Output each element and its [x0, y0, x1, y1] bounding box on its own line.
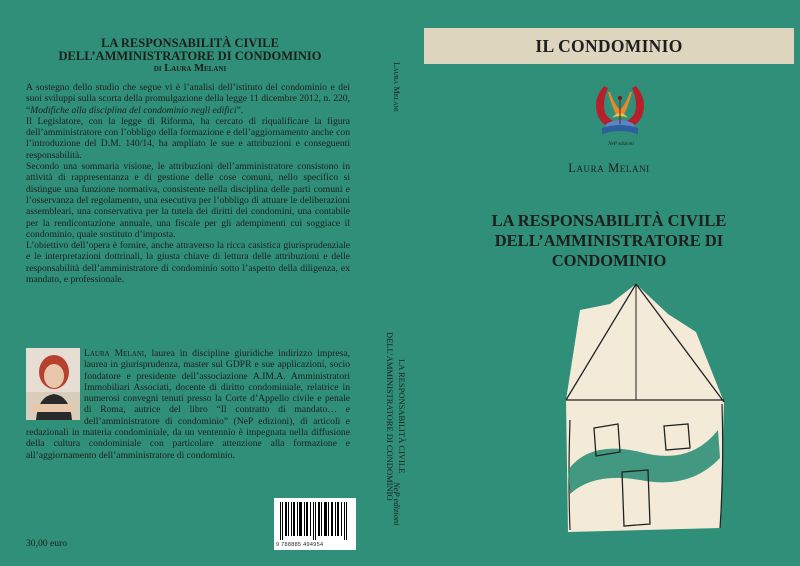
front-title-line2: DELL’AMMINISTRATORE DI	[494, 231, 724, 250]
blurb-law-title: Modifiche alla disciplina del condominio negli edifici	[30, 104, 237, 116]
house-illustration	[540, 280, 736, 540]
isbn-barcode	[274, 498, 356, 550]
front-author: Laura Melani	[568, 161, 650, 175]
price: 30,00 euro	[26, 538, 68, 549]
blurb-paragraph-3: Secondo una sommaria visione, le attribuzioni dell’amministratore consistono in attività di rappresentanza e di gestione delle cose comuni, nello specifico si distingue una funzione normativa, consistente nella disciplina delle parti comuni e l’osservanza del regolamento, una esecutiva per l’obbligo di attuare le deliberazioni assembleari, una conservativa per la tutela dei diritti dei condomini, una contabile per la rendicontazione annuale, una fiscale per gli adempimenti cui soggiace il condominio, quale sostituto d’imposta.	[26, 161, 350, 240]
bio-text: , laurea in discipline giuridiche indirizzo impresa, laurea in giurisprudenza, master sul GDPR e sue applicazioni, socio fondatore e presidente dell’associazione A.IM.A. Amministratori Immobiliari Associati, docente di diritto condominiale, relatrice in numerosi convegni tenuti presso la Corte d’Appello civile e penale di Roma, autrice del libro “Il contratto di mandato… e dell’amministratore di condominio” (NeP edizioni), di articoli e redazionali in materia condominiale, da un ventennio è impegnata nella diffusione della cultura condominiale con particolare attenzione alla formazione e all’aggiornamento dell’amministratore di condominio.	[26, 348, 350, 461]
back-title-line2: DELL’AMMINISTRATORE DI CONDOMINIO	[58, 49, 322, 63]
logo-label: NeP edizioni	[608, 142, 634, 147]
back-title-byline: di Laura Melani	[153, 63, 227, 74]
bio-photo-spacer	[26, 348, 84, 424]
blurb-paragraph-2: Il Legislatore, con la legge di Riforma, ha cercato di riqualificare la figura dell’amministratore con l’obbligo della formazione e dell’aggiornamento anche con l’introduzione del D.M. 140/14, ha ampliato le sue e attribuzioni e conseguenti responsabilità.	[26, 115, 350, 161]
blurb-p1-text: A sostegno dello studio che segue vi è l’analisi dell’istituto del condominio e dei suoi sviluppi sulla scorta della promulgazione della legge 11 dicembre 2012, n. 220, “	[26, 82, 350, 116]
spine-title-line2: DELL’AMMINISTRATORE DI CONDOMINIO	[385, 331, 395, 501]
bio-author-name: Laura Melani	[84, 348, 145, 359]
spine-author: Laura Melani	[392, 62, 402, 112]
blurb-p1-end: ”.	[236, 104, 244, 116]
house-wall	[566, 284, 724, 532]
barcode-bars	[278, 502, 352, 540]
blurb-paragraph-4: L’obiettivo dell’opera è fornire, anche attraverso la ricca casistica giurisprudenziale e le interpretazioni dottrinali, la giusta chiave di lettura delle attribuzioni e delle responsabilità dell’amministratore di condominio sotto l’aspetto della diligenza, ex mandato, e professionale.	[26, 240, 350, 286]
author-bio	[26, 348, 350, 461]
back-blurb	[26, 82, 350, 285]
series-band	[424, 28, 794, 64]
front-title-line1: LA RESPONSABILITÀ CIVILE	[491, 211, 727, 230]
spine-title-line1: LA RESPONSABILITÀ CIVILE	[397, 358, 407, 474]
series-title: IL CONDOMINIO	[535, 35, 683, 56]
front-title-line3: CONDOMINIO	[551, 251, 667, 270]
back-title-line1: LA RESPONSABILITÀ CIVILE	[101, 36, 279, 50]
publisher-logo	[582, 78, 658, 152]
barcode-digits: 9 788885 494954	[276, 542, 324, 548]
blurb-paragraph-1	[26, 82, 350, 116]
spine-publisher: NeP edizioni	[392, 482, 402, 526]
